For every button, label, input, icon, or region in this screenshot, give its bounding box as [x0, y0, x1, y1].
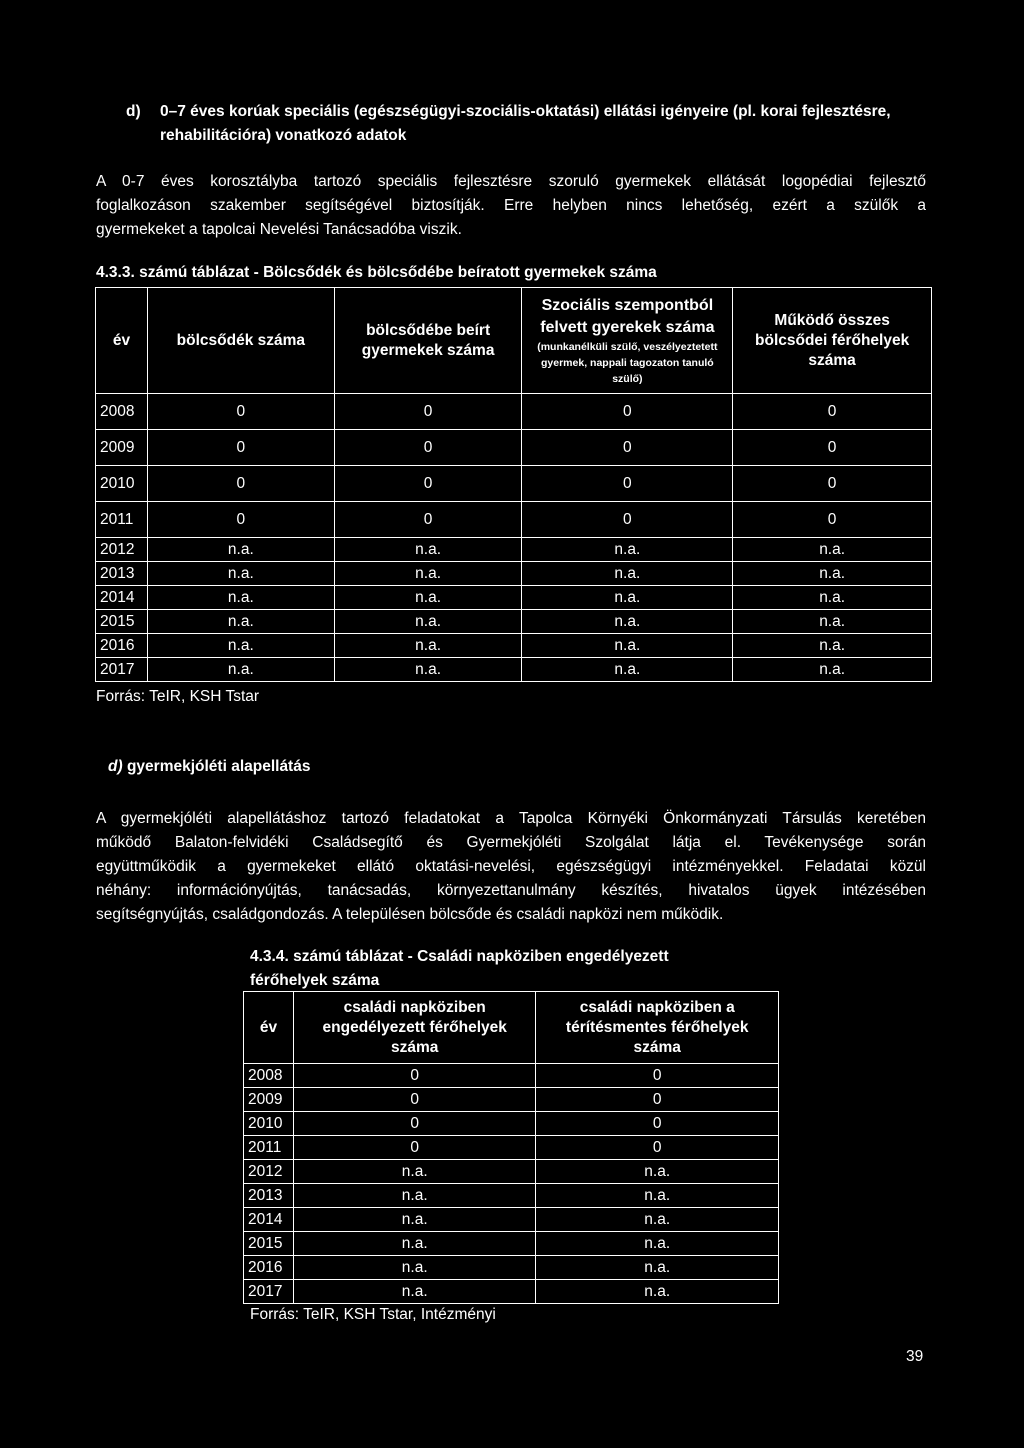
- cell-value: n.a.: [522, 634, 733, 658]
- cell-year: 2009: [244, 1088, 294, 1112]
- section-label: d): [126, 103, 141, 120]
- table-row: [96, 634, 932, 658]
- paragraph-line: együttműködik a gyermekeket ellátó oktatási-nevelési, egészségügyi intézményekkel. Feladatai közül: [96, 858, 926, 875]
- cell-value: 0: [536, 1112, 779, 1136]
- cell-value: 0: [334, 430, 522, 466]
- cell-value: n.a.: [334, 538, 522, 562]
- table-row: [244, 1256, 779, 1280]
- cell-value: 0: [147, 430, 334, 466]
- cell-value: n.a.: [334, 634, 522, 658]
- header-year: év: [96, 288, 148, 394]
- cell-year: 2009: [96, 430, 148, 466]
- cell-year: 2016: [96, 634, 148, 658]
- page-number: 39: [906, 1348, 924, 1365]
- table-title-family-daycare: [250, 945, 669, 993]
- table-source: Forrás: TeIR, KSH Tstar: [96, 688, 260, 705]
- cell-value: n.a.: [522, 562, 733, 586]
- paragraph-line: néhány: információnyújtás, tanácsadás, környezettanulmány készítés, hivatalos ügyek intézésében: [96, 882, 926, 899]
- cell-value: n.a.: [293, 1208, 536, 1232]
- cell-year: 2015: [244, 1232, 294, 1256]
- header-social-admission: [522, 288, 733, 394]
- family-daycare-table: [243, 991, 779, 1304]
- cell-value: n.a.: [536, 1256, 779, 1280]
- table-row: [244, 1112, 779, 1136]
- cell-value: n.a.: [536, 1160, 779, 1184]
- paragraph-line: foglalkozáson szakember segítségével biztosítják. Erre helyben nincs lehetőség, ezért a szülők a: [96, 197, 926, 214]
- cell-value: 0: [522, 394, 733, 430]
- paragraph-line: gyermekeket a tapolcai Nevelési Tanácsadóba viszik.: [96, 221, 462, 238]
- cell-year: 2012: [244, 1160, 294, 1184]
- section-title: gyermekjóléti alapellátás: [126, 758, 311, 775]
- cell-year: 2008: [244, 1064, 294, 1088]
- paragraph-line: segítségnyújtás, családgondozás. A településen bölcsőde és családi napközi nem működik.: [96, 906, 724, 923]
- table-row: [96, 502, 932, 538]
- cell-value: n.a.: [733, 634, 932, 658]
- cell-value: n.a.: [293, 1280, 536, 1304]
- cell-year: 2014: [96, 586, 148, 610]
- table-title-nurseries: 4.3.3. számú táblázat - Bölcsődék és bölcsődébe beíratott gyermekek száma: [96, 264, 657, 281]
- cell-value: 0: [733, 430, 932, 466]
- cell-value: n.a.: [733, 538, 932, 562]
- cell-value: 0: [293, 1112, 536, 1136]
- cell-value: n.a.: [293, 1160, 536, 1184]
- header-social-admission-main: Szociális szempontból felvett gyerekek száma: [540, 296, 715, 336]
- cell-year: 2012: [96, 538, 148, 562]
- cell-value: 0: [334, 394, 522, 430]
- section-label: d): [108, 758, 123, 775]
- cell-value: 0: [334, 502, 522, 538]
- cell-value: n.a.: [536, 1184, 779, 1208]
- cell-year: 2017: [96, 658, 148, 682]
- table-row: [96, 586, 932, 610]
- cell-value: n.a.: [733, 586, 932, 610]
- table-row: [244, 1232, 779, 1256]
- table-row: [96, 610, 932, 634]
- cell-value: 0: [147, 466, 334, 502]
- cell-value: n.a.: [522, 538, 733, 562]
- table-row: [96, 562, 932, 586]
- cell-year: 2010: [96, 466, 148, 502]
- cell-value: n.a.: [147, 586, 334, 610]
- table-row: [96, 466, 932, 502]
- cell-value: 0: [522, 430, 733, 466]
- table-row: [96, 394, 932, 430]
- header-enrolled-children: bölcsődébe beírt gyermekek száma: [334, 288, 522, 394]
- cell-value: n.a.: [147, 562, 334, 586]
- cell-year: 2015: [96, 610, 148, 634]
- table-row: [244, 1160, 779, 1184]
- paragraph-line: A gyermekjóléti alapellátáshoz tartozó feladatokat a Tapolca Környéki Önkormányzati Társulás keretében: [96, 810, 926, 827]
- header-total-places: Működő összes bölcsődei férőhelyek száma: [733, 288, 932, 394]
- cell-value: n.a.: [536, 1208, 779, 1232]
- cell-year: 2016: [244, 1256, 294, 1280]
- header-licensed-places: családi napköziben engedélyezett férőhelyek száma: [293, 992, 536, 1064]
- cell-value: 0: [733, 394, 932, 430]
- section-heading-line-1: 0–7 éves korúak speciális (egészségügyi-szociális-oktatási) ellátási igényeire (pl. korai fejlesztésre,: [160, 103, 891, 120]
- table-row: [244, 1064, 779, 1088]
- table-row: [96, 430, 932, 466]
- cell-value: 0: [522, 466, 733, 502]
- cell-value: n.a.: [334, 658, 522, 682]
- cell-year: 2017: [244, 1280, 294, 1304]
- cell-value: n.a.: [147, 658, 334, 682]
- cell-value: 0: [147, 502, 334, 538]
- cell-value: n.a.: [147, 634, 334, 658]
- table-row: [244, 1208, 779, 1232]
- table-row: [96, 658, 932, 682]
- cell-year: 2013: [244, 1184, 294, 1208]
- section-heading-child-welfare: [108, 758, 310, 776]
- section-heading-line-2: rehabilitációra) vonatkozó adatok: [160, 127, 407, 144]
- cell-value: n.a.: [733, 610, 932, 634]
- cell-value: n.a.: [334, 610, 522, 634]
- paragraph-line: működő Balaton-felvidéki Családsegítő és Gyermekjóléti Szolgálat látja el. Tevékenysége során: [96, 834, 926, 851]
- table-row: [244, 1184, 779, 1208]
- header-nursery-count: bölcsődék száma: [147, 288, 334, 394]
- cell-year: 2011: [244, 1136, 294, 1160]
- header-free-places: családi napköziben a térítésmentes férőhelyek száma: [536, 992, 779, 1064]
- cell-value: 0: [293, 1088, 536, 1112]
- table-row: [244, 1280, 779, 1304]
- header-social-admission-note: (munkanélküli szülő, veszélyeztetett gyermek, nappali tagozaton tanuló szülő): [537, 340, 718, 385]
- cell-value: n.a.: [536, 1232, 779, 1256]
- cell-value: n.a.: [522, 586, 733, 610]
- paragraph-special-development: [96, 170, 926, 242]
- cell-year: 2008: [96, 394, 148, 430]
- paragraph-line: A 0-7 éves korosztályba tartozó speciális fejlesztésre szoruló gyermekek ellátását logopédiai fejlesztő: [96, 173, 926, 190]
- table-row: [96, 538, 932, 562]
- cell-value: n.a.: [733, 562, 932, 586]
- cell-value: n.a.: [147, 538, 334, 562]
- cell-value: n.a.: [293, 1256, 536, 1280]
- cell-value: 0: [522, 502, 733, 538]
- paragraph-child-welfare: [96, 807, 926, 928]
- cell-value: n.a.: [334, 562, 522, 586]
- section-heading-special-needs: [126, 100, 946, 148]
- cell-value: n.a.: [522, 658, 733, 682]
- cell-value: 0: [536, 1064, 779, 1088]
- table-row: [244, 1088, 779, 1112]
- table-title-line-2: férőhelyek száma: [250, 972, 380, 989]
- cell-year: 2011: [96, 502, 148, 538]
- nursery-table: [95, 287, 932, 682]
- cell-value: n.a.: [522, 610, 733, 634]
- table-source: Forrás: TeIR, KSH Tstar, Intézményi: [250, 1306, 496, 1323]
- table-row: [244, 1136, 779, 1160]
- cell-value: 0: [334, 466, 522, 502]
- header-year: év: [244, 992, 294, 1064]
- cell-year: 2014: [244, 1208, 294, 1232]
- cell-value: 0: [293, 1064, 536, 1088]
- cell-value: n.a.: [536, 1280, 779, 1304]
- cell-value: 0: [293, 1136, 536, 1160]
- cell-value: 0: [536, 1088, 779, 1112]
- table-title-line-1: 4.3.4. számú táblázat - Családi napköziben engedélyezett: [250, 948, 669, 965]
- cell-year: 2010: [244, 1112, 294, 1136]
- cell-value: n.a.: [334, 586, 522, 610]
- cell-value: n.a.: [293, 1232, 536, 1256]
- cell-value: n.a.: [733, 658, 932, 682]
- cell-year: 2013: [96, 562, 148, 586]
- cell-value: n.a.: [147, 610, 334, 634]
- cell-value: 0: [733, 502, 932, 538]
- cell-value: n.a.: [293, 1184, 536, 1208]
- cell-value: 0: [536, 1136, 779, 1160]
- cell-value: 0: [147, 394, 334, 430]
- cell-value: 0: [733, 466, 932, 502]
